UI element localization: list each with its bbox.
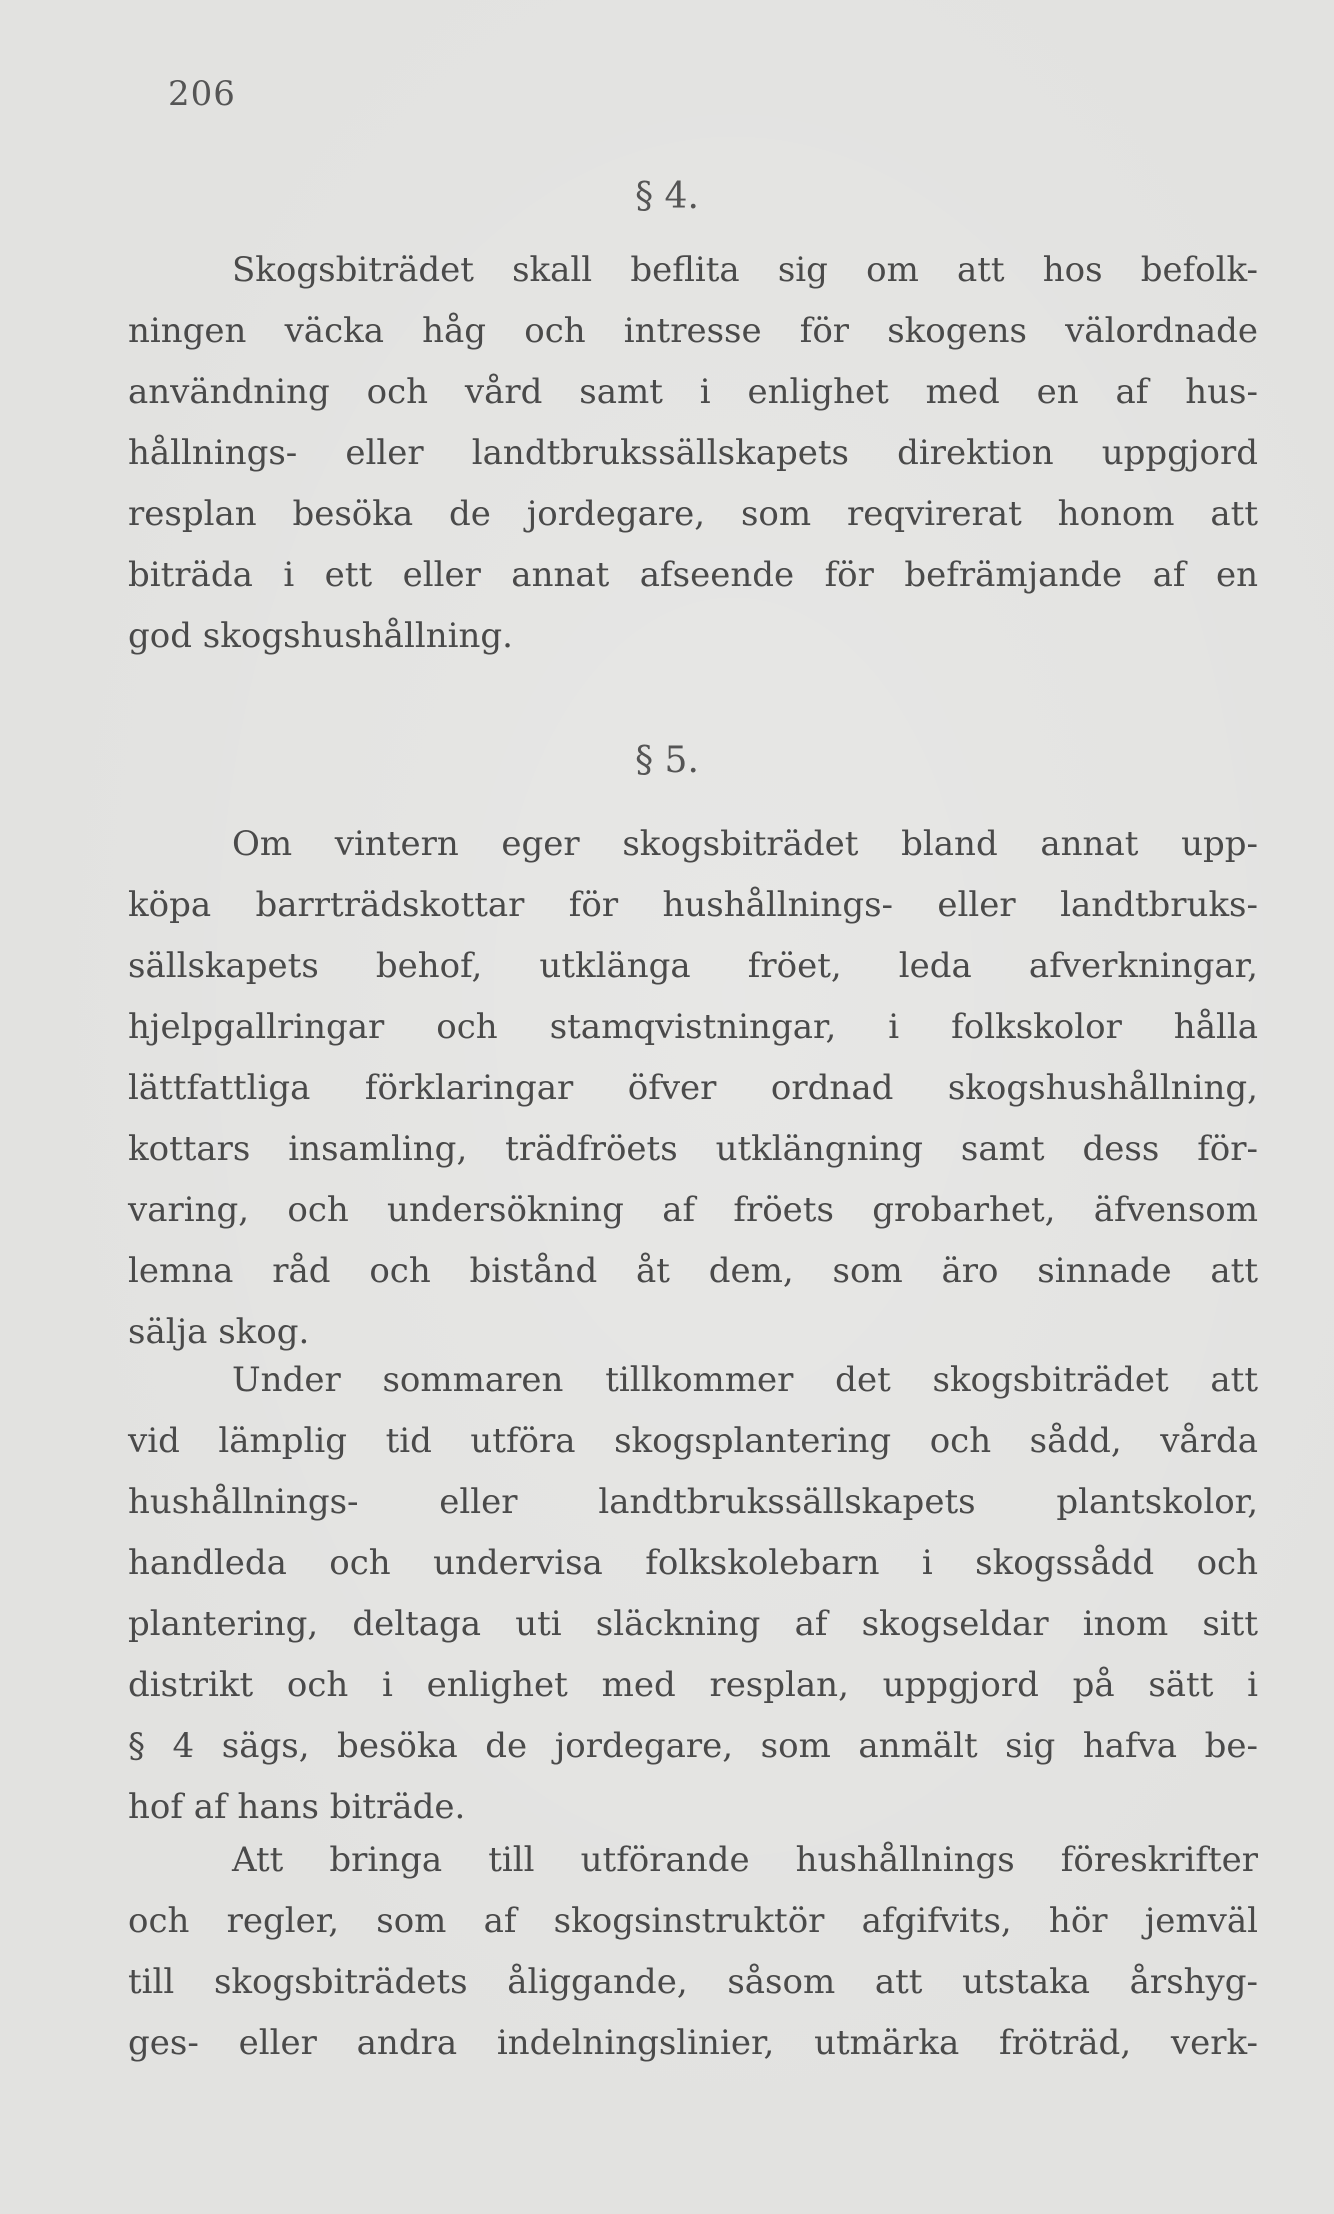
- text-line: användning och vård samt i enlighet med en af hus-: [128, 372, 1258, 412]
- section-heading-5: § 5.: [635, 740, 699, 781]
- text-line: varing, och undersökning af fröets grobarhet, äfvensom: [128, 1190, 1258, 1230]
- text-line: hållnings- eller landtbrukssällskapets direktion uppgjord: [128, 433, 1258, 473]
- text-line: hof af hans biträde.: [128, 1787, 466, 1827]
- text-line: § 4 sägs, besöka de jordegare, som anmält sig hafva be-: [128, 1726, 1258, 1766]
- text-line: sälja skog.: [128, 1312, 310, 1352]
- text-line: ningen väcka håg och intresse för skogens välordnade: [128, 311, 1258, 351]
- text-line: sällskapets behof, utklänga fröet, leda afverkningar,: [128, 946, 1258, 986]
- text-line: plantering, deltaga uti släckning af skogseldar inom sitt: [128, 1604, 1258, 1644]
- text-line: köpa barrträdskottar för hushållnings- eller landtbruks-: [128, 885, 1258, 925]
- page-number: 206: [168, 74, 236, 114]
- text-line: Skogsbiträdet skall beflita sig om att hos befolk-: [232, 250, 1258, 290]
- text-line: kottars insamling, trädfröets utklängning samt dess för-: [128, 1129, 1258, 1169]
- text-line: ges- eller andra indelningslinier, utmärka fröträd, verk-: [128, 2023, 1258, 2063]
- text-line: vid lämplig tid utföra skogsplantering och sådd, vårda: [128, 1421, 1258, 1461]
- text-line: hjelpgallringar och stamqvistningar, i folkskolor hålla: [128, 1007, 1258, 1047]
- text-line: lättfattliga förklaringar öfver ordnad skogshushållning,: [128, 1068, 1258, 1108]
- section-heading-4: § 4.: [635, 176, 699, 217]
- paragraph-summer: [128, 1350, 1258, 1838]
- text-line: Om vintern eger skogsbiträdet bland annat upp-: [232, 824, 1258, 864]
- text-line: Att bringa till utförande hushållnings föreskrifter: [232, 1840, 1258, 1880]
- text-line: god skogshushållning.: [128, 616, 513, 656]
- text-line: distrikt och i enlighet med resplan, uppgjord på sätt i: [128, 1665, 1258, 1705]
- text-line: Under sommaren tillkommer det skogsbiträdet att: [232, 1360, 1258, 1400]
- text-line: lemna råd och bistånd åt dem, som äro sinnade att: [128, 1251, 1258, 1291]
- text-line: hushållnings- eller landtbrukssällskapets plantskolor,: [128, 1482, 1258, 1522]
- text-line: till skogsbiträdets åliggande, såsom att utstaka årshyg-: [128, 1962, 1258, 2002]
- text-line: handleda och undervisa folkskolebarn i skogssådd och: [128, 1543, 1258, 1583]
- paragraph-section-4: [128, 240, 1258, 667]
- text-line: biträda i ett eller annat afseende för befrämjande af en: [128, 555, 1258, 595]
- text-line: resplan besöka de jordegare, som reqvirerat honom att: [128, 494, 1258, 534]
- text-line: och regler, som af skogsinstruktör afgifvits, hör jemväl: [128, 1901, 1258, 1941]
- paragraph-winter: [128, 814, 1258, 1363]
- paragraph-duties: [128, 1830, 1258, 2074]
